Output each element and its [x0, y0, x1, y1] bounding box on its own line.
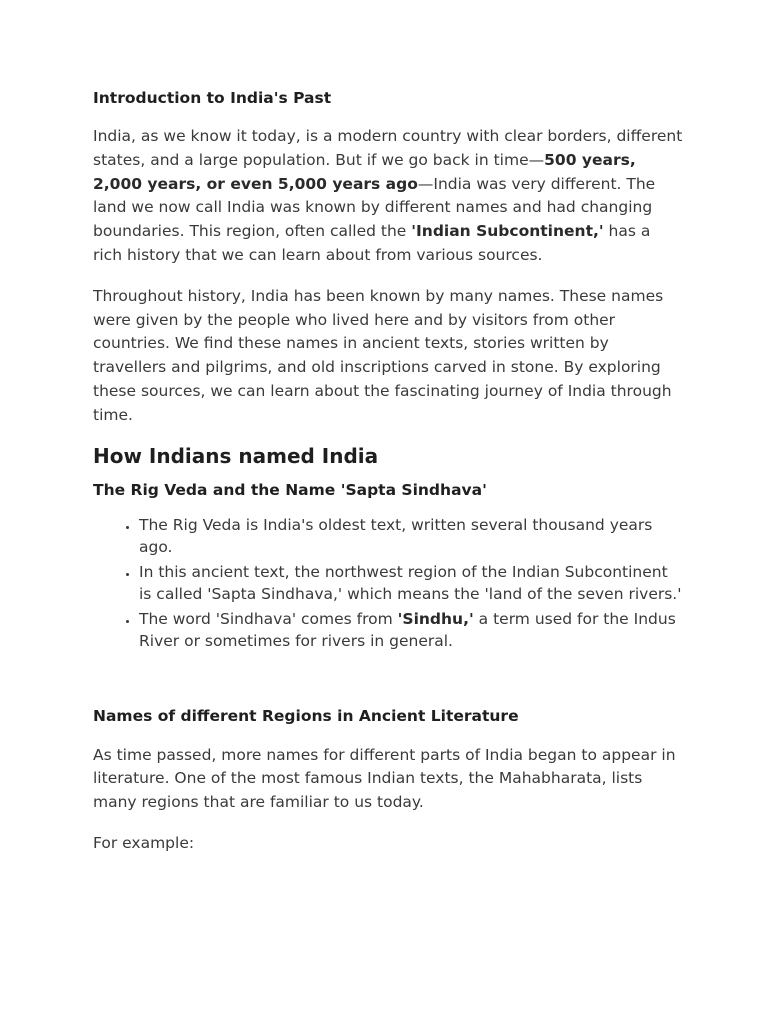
rig-veda-subheading: The Rig Veda and the Name 'Sapta Sindhava' [93, 480, 487, 499]
intro-paragraph-2: Throughout history, India has been known by many names. These names were given by the people who lived here and by visitors from other countries. We find these names in ancient texts, stories written by travellers and pilgrims, and old inscriptions carved in stone. By exploring these sources, we can learn about the fascinating journey of India through time. [93, 286, 672, 424]
list-item: • The Rig Veda is India's oldest text, written several thousand years ago. [139, 514, 683, 558]
intro-p1-text-c: has a rich history that we can learn about from various sources. [93, 222, 651, 264]
regions-paragraph: As time passed, more names for different parts of India began to appear in literature. One of the most famous Indian texts, the Mahabharata, lists many regions that are familiar to us today. [93, 745, 676, 812]
example-label: For example: [93, 833, 195, 852]
intro-p1-bold: 500 years, 2,000 years, or even 5,000 years ago [93, 150, 636, 193]
intro-p1-bold-2: 'Indian Subcontinent,' [411, 222, 604, 241]
list-item: • In this ancient text, the northwest region of the Indian Subcontinent is called 'Sapta Sindhava,' which means the 'land of the seven rivers.' [139, 561, 683, 605]
rig-veda-list [93, 514, 683, 652]
document-page [93, 87, 683, 856]
bullet3-text-b: a term used for the Indus River or sometimes for rivers in general. [139, 609, 676, 650]
list-item [139, 608, 683, 652]
bullet3-text-a: The word 'Sindhava' comes from [139, 609, 398, 628]
intro-paragraph-1 [93, 125, 683, 268]
intro-p1-text-a: India, as we know it today, is a modern country with clear borders, different states, and a large population. But if we go back in time— [93, 127, 683, 169]
section-heading: How Indians named India [93, 443, 379, 468]
intro-heading: Introduction to India's Past [93, 89, 332, 107]
intro-p1-text-b: —India was very different. The land we now call India was known by different names and had changing boundaries. This region, often called the [93, 174, 656, 241]
regions-heading: Names of different Regions in Ancient Literature [93, 706, 519, 725]
bullet3-bold: 'Sindhu,' [397, 609, 474, 628]
